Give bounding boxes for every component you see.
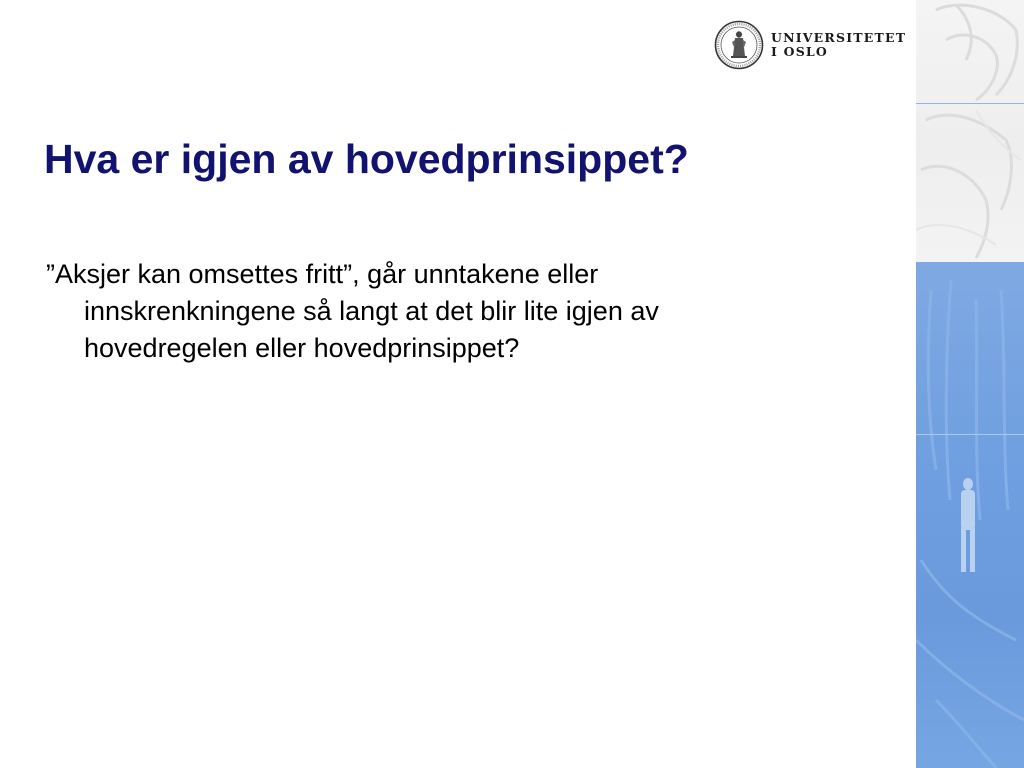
band-divider-top [916,103,1024,104]
decorative-side-band [916,0,1024,768]
slide-title: Hva er igjen av hovedprinsippet? [44,136,689,182]
university-seal-icon [714,20,764,70]
band-divider-bottom [916,434,1024,435]
slide-body-text [46,256,846,367]
university-logo [714,20,907,72]
body-line-3: hovedregelen eller hovedprinsippet? [84,333,520,363]
university-name-line2: I OSLO [771,44,828,59]
university-name [771,31,906,59]
statue-decoration-image [916,0,1024,768]
body-line-1: ”Aksjer kan omsettes fritt”, går unntakene eller [46,259,599,289]
university-name-line1: UNIVERSITETET [771,30,907,45]
body-line-2: innskrenkningene så langt at det blir lite igjen av [84,296,659,326]
